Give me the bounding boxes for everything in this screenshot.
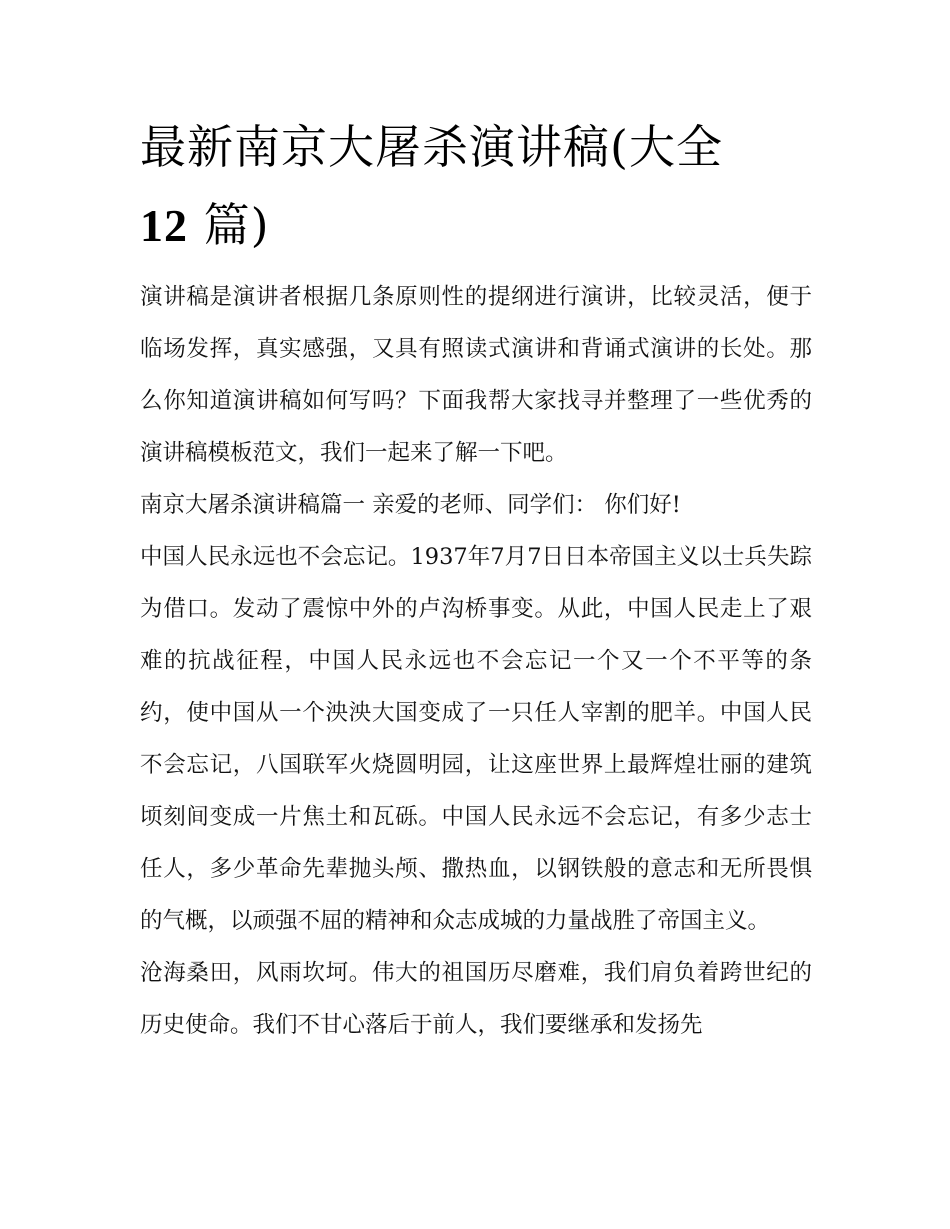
intro-paragraph: 演讲稿是演讲者根据几条原则性的提纲进行演讲，比较灵活，便于临场发挥，真实感强，又具有照读式演讲和背诵式演讲的长处。那么你知道演讲稿如何写吗？下面我帮大家找寻并整理了一些优秀的演讲稿模板范文，我们一起来了解一下吧。 bbox=[140, 284, 812, 466]
document-title bbox=[140, 108, 812, 265]
document-page bbox=[140, 108, 812, 1051]
title-tail: 篇) bbox=[203, 198, 270, 252]
body-paragraph: 中国人民永远也不会忘记。1937年7月7日日本帝国主义以士兵失踪为借口。发动了震惊中外的卢沟桥事变。从此，中国人民走上了艰难的抗战征程，中国人民永远也不会忘记一个又一个不平等的条约，使中国从一个泱泱大国变成了一只任人宰割的肥羊。中国人民不会忘记，八国联军火烧圆明园，让这座世界上最辉煌壮丽的建筑顷刻间变成一片焦土和瓦砾。中国人民永远不会忘记，有多少志士任人，多少革命先辈抛头颅、撒热血，以钢铁般的意志和无所畏惧的气概，以顽强不屈的精神和众志成城的力量战胜了帝国主义。 bbox=[140, 544, 812, 934]
section-heading-line: 南京大屠杀演讲稿篇一 亲爱的老师、同学们： 你们好! bbox=[140, 492, 681, 518]
title-number: 12 bbox=[140, 200, 188, 251]
body-paragraph: 沧海桑田，风雨坎坷。伟大的祖国历尽磨难，我们肩负着跨世纪的历史使命。我们不甘心落后于前人，我们要继承和发扬先 bbox=[140, 960, 812, 1038]
title-main: 最新南京大屠杀演讲稿(大全 bbox=[140, 120, 723, 174]
